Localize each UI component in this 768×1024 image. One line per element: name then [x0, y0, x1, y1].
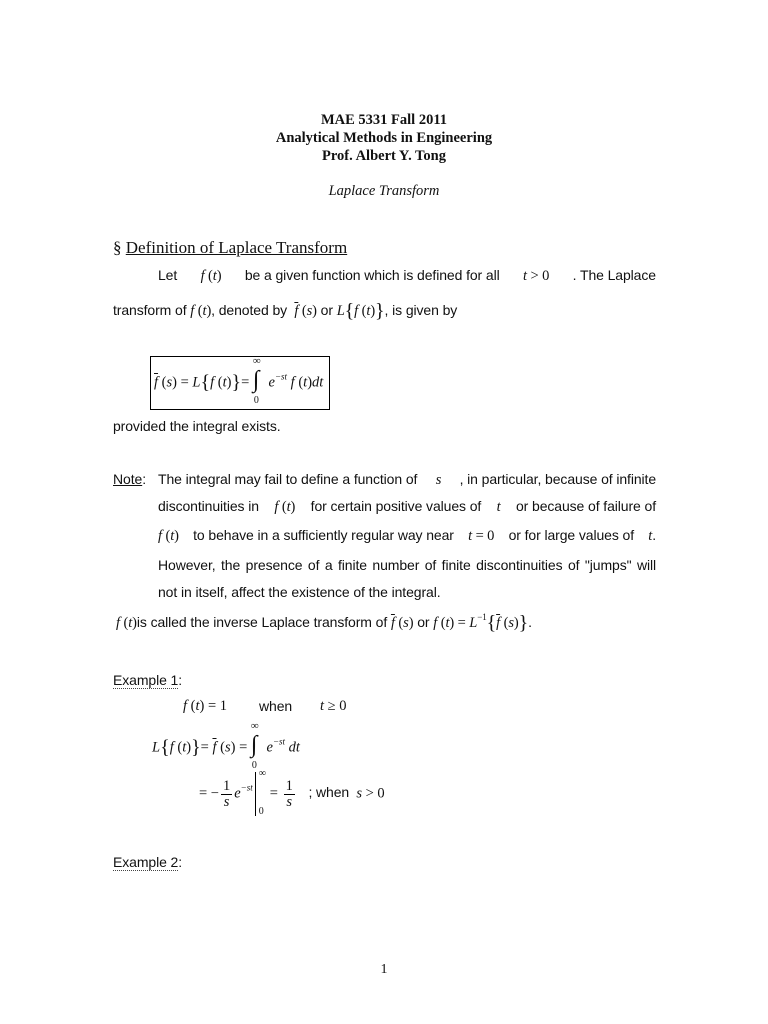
fraction-1-over-s: $\frac{1}{s}$ [222, 777, 231, 810]
integral-sign: ∞ ∫ 0 [252, 355, 261, 406]
example-1-when-s: ; when [308, 784, 350, 801]
math-ft: f (t) [190, 303, 212, 319]
evaluation-bar: ∞ 0 [255, 772, 270, 816]
inverse-end: . [528, 614, 532, 630]
math-t-gt-0: t > 0 [523, 268, 550, 284]
math-L-ft: L{f (t)} [336, 300, 385, 322]
math-t-eq-0: t = 0 [468, 528, 495, 544]
math-t-end: t. [648, 527, 656, 544]
example-1-label [113, 672, 182, 688]
intro-line-2 [113, 300, 457, 323]
intro-text: , is given by [384, 302, 458, 318]
note-text: . [652, 527, 656, 543]
note-text: or for large values of [508, 527, 634, 543]
integral-exists-text: provided the integral exists. [113, 418, 281, 434]
example-2-label-text: Example 2 [113, 854, 179, 870]
note-text: , in particular, because of infinite [459, 471, 656, 487]
math-t: t [496, 499, 501, 515]
note-line-5: not in itself, affect the existence of the integral. [158, 584, 441, 600]
intro-text: Let [158, 267, 178, 283]
example-1-when: when [259, 698, 293, 714]
intro-text: or [320, 302, 333, 318]
fraction-1-over-s: $\frac{1}{s}$ [285, 777, 293, 810]
intro-line-1 [158, 267, 656, 285]
course-name: Analytical Methods in Engineering [275, 130, 493, 146]
definition-equation: $\overline{f}$ (s) = L{f (t)}= ∞ ∫ 0 $e^{-st}$ f (t)dt [154, 355, 324, 406]
note-line-3 [158, 527, 656, 545]
intro-text: . The Laplace [572, 267, 656, 283]
example-2-label [113, 854, 182, 870]
section-symbol: § [113, 238, 122, 257]
example-1-t-geq-0: t ≥ 0 [320, 698, 347, 714]
example-1-integral: L{f $(t)\}= \overline{f}$ (s) = ∞ ∫ 0 $e^{-st}$ dt [152, 720, 300, 771]
math-s: s [435, 472, 442, 488]
section-title: Definition of Laplace Transform [125, 238, 348, 257]
example-1-result: = − $\frac{1}{s}$ $e^{-st}$ ∞ 0 = $\frac{1}{s}$ ; when s > 0 [199, 768, 385, 817]
example-2-colon: : [178, 854, 183, 870]
math-inverse-L: f $(t) = L^{-1}\{\overline{f}$ (s)} [433, 612, 529, 634]
course-code: MAE 5331 Fall 2011 [320, 112, 448, 128]
note-text: to behave in a sufficiently regular way near [193, 527, 454, 543]
note-text: discontinuities in [158, 498, 259, 514]
note-label [113, 471, 146, 487]
example-1-label-text: Example 1 [113, 672, 179, 688]
inverse-text: is called the inverse Laplace transform of [136, 614, 388, 630]
note-label-text: Note [113, 471, 143, 487]
inverse-text: or [417, 614, 430, 630]
note-line-4: However, the presence of a finite number of finite discontinuities of "jumps" will [158, 557, 656, 573]
note-text: for certain positive values of [310, 498, 482, 514]
professor-name: Prof. Albert Y. Tong [322, 148, 446, 164]
math-fbar-s: $\overline{f}$ (s) [390, 615, 414, 631]
topic-title: Laplace Transform [328, 183, 440, 199]
note-colon: : [142, 471, 146, 487]
math-ft: f (t) [274, 499, 296, 515]
math-fbar-s: $\overline{f}$ (s) [294, 303, 317, 319]
note-text: or because of failure of [515, 498, 656, 514]
note-line-2 [158, 498, 656, 516]
note-line-1 [158, 471, 656, 489]
integral-sign: ∞ ∫ 0 [250, 720, 259, 771]
math-ft: f (t) [116, 615, 137, 631]
math-ft: f (t) [200, 268, 222, 284]
example-1-ft-def: f (t) = 1 [183, 698, 228, 714]
math-ft: f (t) [158, 528, 179, 544]
example-1-colon: : [178, 672, 183, 688]
intro-text: be a given function which is defined for all [244, 267, 500, 283]
note-text: The integral may fail to define a function of [158, 471, 418, 487]
intro-text: transform of [113, 302, 187, 318]
section-heading [113, 238, 347, 258]
page-number: 1 [380, 962, 388, 977]
intro-text: , denoted by [211, 302, 288, 318]
inverse-transform-line [116, 612, 532, 635]
